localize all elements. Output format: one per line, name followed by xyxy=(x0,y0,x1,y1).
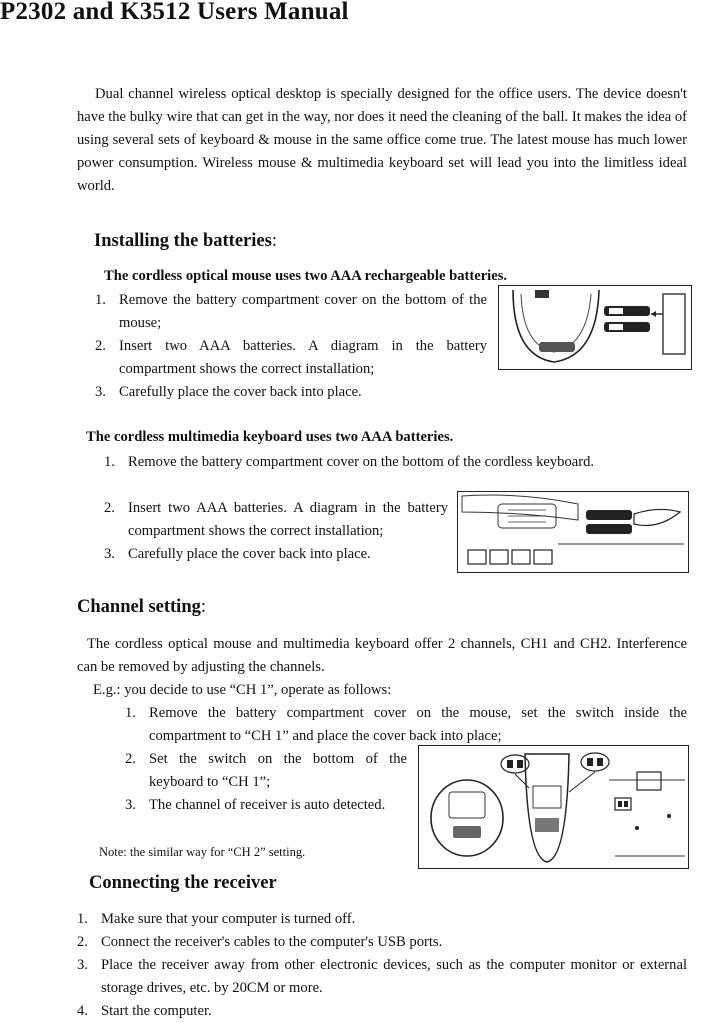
keyboard-battery-steps-2 xyxy=(104,497,448,566)
receiver-step-4 xyxy=(77,1000,687,1023)
step-text: Carefully place the cover back into place. xyxy=(119,384,362,400)
step-number: 3. xyxy=(125,797,136,813)
channel-step-2 xyxy=(125,748,407,794)
keyboard-battery-diagram xyxy=(457,491,689,573)
step-text: Remove the battery compartment cover on the bottom of the cordless keyboard. xyxy=(128,454,595,470)
channel-step-3 xyxy=(125,794,407,817)
channel-steps-1 xyxy=(125,702,687,748)
mouse-battery-subheading: The cordless optical mouse uses two AAA rechargeable batteries. xyxy=(104,268,508,284)
step-text: Place the receiver away from other electronic devices, such as the computer monitor or external storage drives, etc. by 20CM or more. xyxy=(101,957,687,996)
channel-note: Note: the similar way for “CH 2” setting. xyxy=(99,845,306,859)
channel-example-line: E.g.: you decide to use “CH 1”, operate as follows: xyxy=(93,682,392,698)
page-title: P2302 and K3512 Users Manual xyxy=(0,0,349,25)
step-text: Set the switch on the bottom of the keyboard to “CH 1”; xyxy=(149,751,407,790)
channel-step-1 xyxy=(125,702,687,748)
step-number: 2. xyxy=(125,751,136,767)
step-text: Start the computer. xyxy=(101,1003,212,1019)
step-number: 3. xyxy=(95,384,106,400)
mouse-step-1 xyxy=(95,289,487,335)
receiver-step-2 xyxy=(77,931,687,954)
step-text: The channel of receiver is auto detected. xyxy=(149,797,386,813)
receiver-step-1 xyxy=(77,908,687,931)
receiver-step-3 xyxy=(77,954,687,1000)
keyboard-battery-subheading: The cordless multimedia keyboard uses two AAA batteries. xyxy=(86,429,454,445)
step-number: 2. xyxy=(104,500,115,516)
step-number: 3. xyxy=(104,546,115,562)
step-number: 1. xyxy=(104,454,115,470)
mouse-battery-illustration xyxy=(499,286,691,369)
step-number: 1. xyxy=(125,705,136,721)
keyboard-battery-illustration xyxy=(458,492,688,572)
step-number: 3. xyxy=(77,957,88,973)
keyboard-step-1 xyxy=(104,451,688,474)
step-text: Insert two AAA batteries. A diagram in the battery compartment shows the correct installation; xyxy=(128,500,448,539)
channel-heading-colon: : xyxy=(200,597,207,617)
channel-steps-2 xyxy=(125,748,407,817)
mouse-step-2 xyxy=(95,335,487,381)
mouse-battery-diagram xyxy=(498,285,692,370)
receiver-steps xyxy=(77,908,687,1023)
mouse-battery-steps xyxy=(95,289,487,404)
step-number: 2. xyxy=(95,338,106,354)
step-text: Remove the battery compartment cover on the mouse, set the switch inside the compartment to “CH 1” and place the cover back into place; xyxy=(149,705,687,744)
keyboard-battery-steps-1 xyxy=(104,451,688,474)
step-number: 2. xyxy=(77,934,88,950)
channel-heading xyxy=(77,597,206,618)
step-text: Insert two AAA batteries. A diagram in the battery compartment shows the correct installation; xyxy=(119,338,487,377)
batteries-heading-text: Installing the batteries xyxy=(94,231,272,251)
step-number: 1. xyxy=(95,292,106,308)
step-text: Connect the receiver's cables to the computer's USB ports. xyxy=(101,934,443,950)
channel-intro-paragraph: The cordless optical mouse and multimedia keyboard offer 2 channels, CH1 and CH2. Interference can be removed by adjusting the channels. xyxy=(77,636,687,675)
step-text: Make sure that your computer is turned off. xyxy=(101,911,356,927)
channel-switch-diagram xyxy=(418,745,689,869)
receiver-heading: Connecting the receiver xyxy=(89,873,277,893)
keyboard-step-3 xyxy=(104,543,448,566)
step-text: Carefully place the cover back into place. xyxy=(128,546,371,562)
batteries-heading-colon: : xyxy=(271,231,277,251)
step-text: Remove the battery compartment cover on the bottom of the mouse; xyxy=(119,292,487,331)
intro-paragraph: Dual channel wireless optical desktop is specially designed for the office users. The device doesn't have the bulky wire that can get in the way, nor does it need the cleaning of the ball. It makes the idea of using several sets of keyboard & mouse in the same office come true. The latest mouse has much lower power consumption. Wireless mouse & multimedia keyboard set will lead you into the limitless ideal world. xyxy=(77,86,687,194)
batteries-heading xyxy=(94,231,277,252)
step-number: 4. xyxy=(77,1003,88,1019)
channel-switch-illustration xyxy=(419,746,688,868)
keyboard-step-2 xyxy=(104,497,448,543)
mouse-step-3 xyxy=(95,381,487,404)
step-number: 1. xyxy=(77,911,88,927)
channel-heading-text: Channel setting xyxy=(77,597,201,617)
